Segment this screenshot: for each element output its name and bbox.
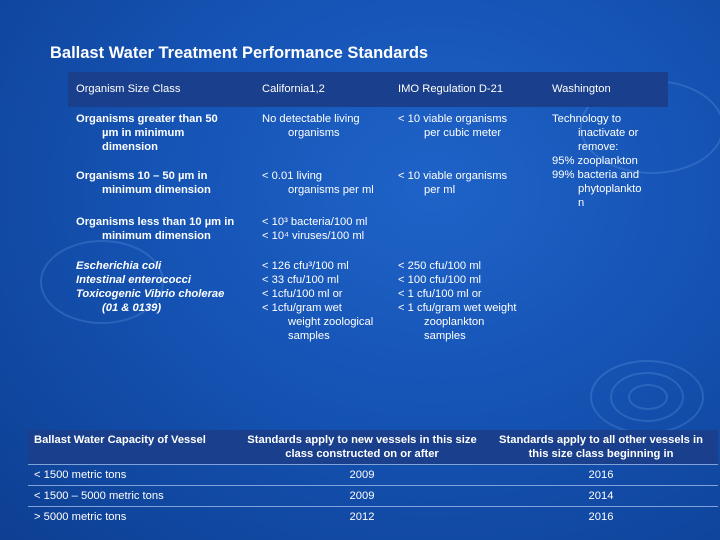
imo-cell bbox=[390, 210, 536, 254]
size-class-cell: Organisms less than 10 µm in minimum dimension bbox=[76, 216, 235, 242]
california-cell: < 126 cfu³/100 ml < 33 cfu/100 ml < 1cfu/100 ml or < 1cfu/gram wet weight zoological samples bbox=[262, 260, 374, 342]
other-vessel-year: 2016 bbox=[588, 511, 614, 524]
other-vessel-year: 2016 bbox=[588, 469, 614, 481]
standards-table bbox=[68, 72, 668, 409]
capacity-cell: < 1500 – 5000 metric tons bbox=[34, 490, 164, 502]
table-row bbox=[68, 107, 668, 164]
california-cell: < 0.01 living organisms per ml bbox=[262, 170, 374, 196]
size-class-cell: Escherichia coli Intestinal enterococci Toxicogenic Vibrio cholerae (01 & 0139) bbox=[76, 260, 225, 314]
header-new-vessels: Standards apply to new vessels in this size class constructed on or after bbox=[240, 430, 484, 465]
header-size-class: Organism Size Class bbox=[68, 72, 254, 107]
table-row bbox=[28, 507, 718, 528]
header-imo: IMO Regulation D-21 bbox=[390, 72, 536, 107]
capacity-header-row bbox=[28, 430, 718, 465]
california-cell: < 10³ bacteria/100 ml < 10⁴ viruses/100 ml bbox=[262, 216, 368, 242]
header-california: California1,2 bbox=[254, 72, 390, 107]
table-row bbox=[28, 465, 718, 486]
standards-header-row bbox=[68, 72, 668, 107]
header-washington: Washington bbox=[544, 72, 668, 107]
new-vessel-year: 2009 bbox=[349, 490, 375, 502]
table-row bbox=[28, 486, 718, 507]
header-capacity: Ballast Water Capacity of Vessel bbox=[28, 430, 240, 465]
page-title: Ballast Water Treatment Performance Standards bbox=[50, 44, 429, 62]
capacity-cell: < 1500 metric tons bbox=[34, 469, 127, 481]
imo-cell: < 10 viable organisms per cubic meter bbox=[398, 113, 508, 139]
column-gap bbox=[536, 72, 544, 107]
size-class-cell: Organisms 10 – 50 µm in minimum dimension bbox=[76, 170, 211, 196]
new-vessel-year: 2012 bbox=[349, 511, 375, 524]
washington-cell: Technology to inactivate or remove: 95% zooplankton 99% bacteria and phytoplankto n bbox=[552, 113, 642, 209]
header-other-vessels: Standards apply to all other vessels in this size class beginning in bbox=[484, 430, 718, 465]
other-vessel-year: 2014 bbox=[588, 490, 614, 502]
imo-cell: < 10 viable organisms per ml bbox=[398, 170, 508, 196]
new-vessel-year: 2009 bbox=[349, 469, 375, 481]
california-cell: No detectable living organisms bbox=[262, 113, 360, 139]
imo-cell: < 250 cfu/100 ml < 100 cfu/100 ml < 1 cfu/100 ml or < 1 cfu/gram wet weight zooplankton samples bbox=[398, 260, 517, 342]
capacity-cell: > 5000 metric tons bbox=[34, 511, 127, 524]
capacity-table bbox=[28, 430, 718, 528]
size-class-cell: Organisms greater than 50 µm in minimum dimension bbox=[76, 113, 218, 153]
